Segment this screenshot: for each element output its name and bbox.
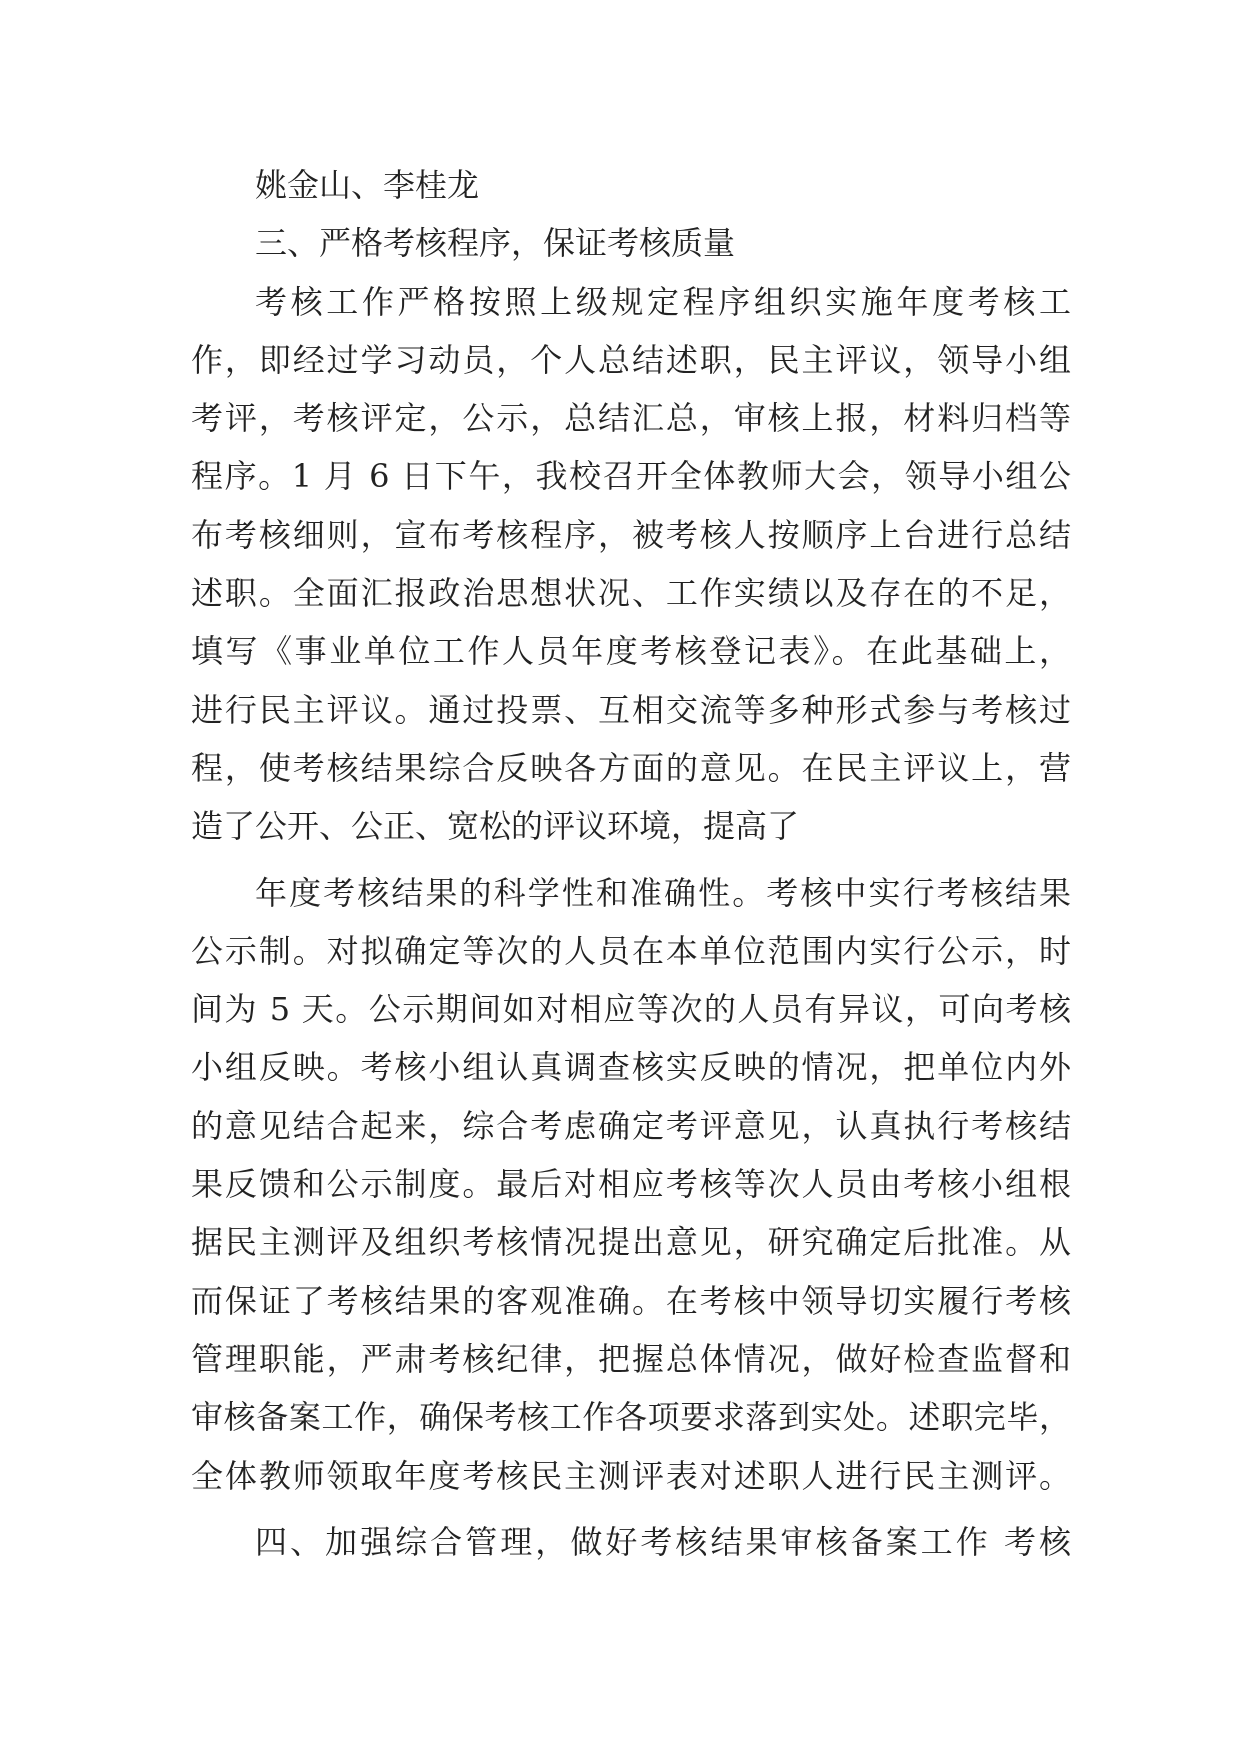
text-line: 四、加强综合管理，做好考核结果审核备案工作 考核: [255, 1522, 1071, 1561]
text-line: 审核备案工作，确保考核工作各项要求落到实处。述职完毕，: [191, 1398, 1071, 1437]
text-line: 三、严格考核程序，保证考核质量: [255, 224, 736, 263]
text-line: 的意见结合起来，综合考虑确定考评意见，认真执行考核结: [191, 1106, 1071, 1145]
text-line: 而保证了考核结果的客观准确。在考核中领导切实履行考核: [191, 1281, 1071, 1320]
text-line: 造了公开、公正、宽松的评议环境，提高了: [191, 807, 800, 846]
text-line: 布考核细则，宣布考核程序，被考核人按顺序上台进行总结: [191, 515, 1071, 554]
text-line: 公示制。对拟确定等次的人员在本单位范围内实行公示，时: [191, 931, 1071, 970]
text-line: 年度考核结果的科学性和准确性。考核中实行考核结果: [255, 873, 1071, 912]
text-line: 管理职能，严肃考核纪律，把握总体情况，做好检查监督和: [191, 1339, 1071, 1378]
text-line: 程，使考核结果综合反映各方面的意见。在民主评议上，营: [191, 748, 1071, 787]
text-line: 全体教师领取年度考核民主测评表对述职人进行民主测评。: [191, 1456, 1071, 1495]
document-body: [191, 156, 1071, 1571]
text-line: 据民主测评及组织考核情况提出意见，研究确定后批准。从: [191, 1223, 1071, 1262]
text-line: 姚金山、李桂龙: [255, 166, 480, 204]
text-line: 考核工作严格按照上级规定程序组织实施年度考核工: [255, 282, 1071, 321]
text-line: 程序。1 月 6 日下午，我校召开全体教师大会，领导小组公: [191, 457, 1071, 496]
text-line: 填写《事业单位工作人员年度考核登记表》。在此基础上，: [191, 632, 1071, 671]
text-line: 考评，考核评定，公示，总结汇总，审核上报，材料归档等: [191, 399, 1071, 438]
paragraph-gap: [191, 856, 1071, 864]
text-line: 小组反映。考核小组认真调查核实反映的情况，把单位内外: [191, 1048, 1071, 1087]
text-line: 间为 5 天。公示期间如对相应等次的人员有异议，可向考核: [191, 990, 1071, 1029]
text-line: 述职。全面汇报政治思想状况、工作实绩以及存在的不足，: [191, 574, 1071, 613]
paragraph-gap: [191, 1505, 1071, 1513]
text-line: 果反馈和公示制度。最后对相应考核等次人员由考核小组根: [191, 1165, 1071, 1204]
text-line: 作，即经过学习动员，个人总结述职，民主评议，领导小组: [191, 340, 1071, 379]
text-line: 进行民主评议。通过投票、互相交流等多种形式参与考核过: [191, 690, 1071, 729]
